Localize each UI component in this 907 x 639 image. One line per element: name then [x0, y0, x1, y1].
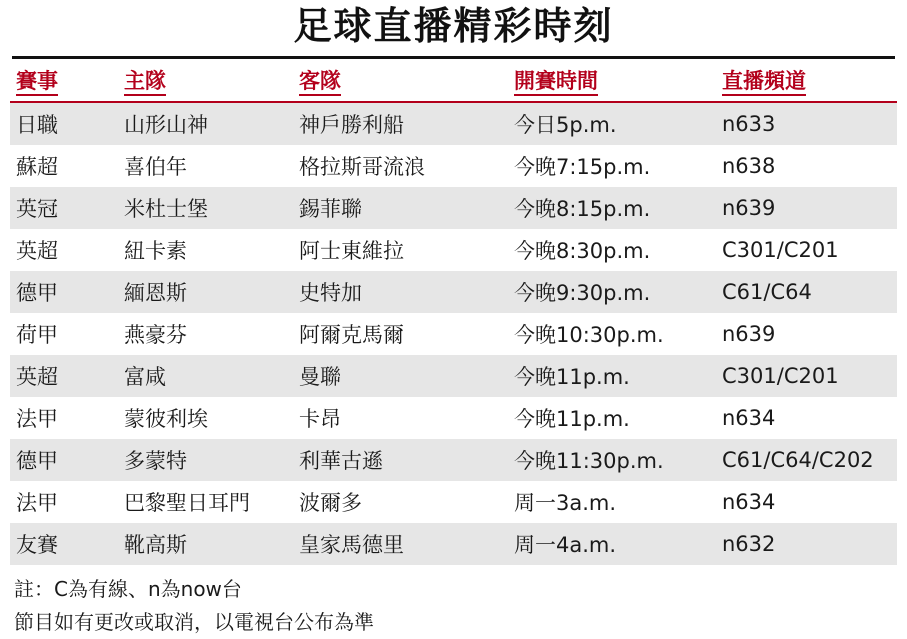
table-row — [10, 145, 897, 187]
table-row — [10, 229, 897, 271]
cell-channel: C61/C64 — [716, 271, 897, 313]
cell-channel: n633 — [716, 102, 897, 145]
cell-kickoff-time: 今晚7:15p.m. — [514, 154, 651, 179]
cell-home-team: 米杜士堡 — [118, 187, 293, 229]
cell-kickoff-time: 今晚8:30p.m. — [514, 238, 651, 263]
cell-channel: n639 — [722, 321, 776, 346]
cell-away-team: 神戶勝利船 — [293, 102, 508, 145]
cell-kickoff-time: 今晚11p.m. — [514, 406, 630, 431]
cell-league: 英冠 — [10, 187, 118, 229]
column-header-league-label: 賽事 — [16, 69, 58, 96]
cell-away-team: 利華古遜 — [293, 439, 508, 481]
footnote-schedule-disclaimer: 節目如有更改或取消，以電視台公布為準 — [14, 609, 374, 634]
column-header-kickoff-time-label: 開賽時間 — [514, 69, 598, 96]
cell-channel: C301/C201 — [716, 355, 897, 397]
cell-home-team: 紐卡素 — [124, 238, 187, 263]
cell-home-team: 燕豪芬 — [124, 322, 187, 347]
cell-kickoff-time: 周一4a.m. — [508, 523, 716, 565]
cell-away-team: 阿士東維拉 — [299, 238, 404, 263]
match-schedule-table — [10, 59, 897, 565]
table-header — [10, 59, 897, 102]
column-header-kickoff-time — [508, 59, 716, 102]
cell-league: 日職 — [10, 102, 118, 145]
cell-home-team: 靴高斯 — [118, 523, 293, 565]
cell-league: 法甲 — [16, 490, 58, 515]
cell-channel: n634 — [722, 489, 776, 514]
cell-kickoff-time: 今晚8:15p.m. — [508, 187, 716, 229]
cell-kickoff-time: 今晚10:30p.m. — [514, 322, 664, 347]
table-body — [10, 102, 897, 565]
column-header-channel — [716, 59, 897, 102]
table-row — [10, 481, 897, 523]
column-header-away-team-label: 客隊 — [299, 69, 341, 96]
cell-away-team: 卡昂 — [299, 406, 341, 431]
page-title: 足球直播精彩時刻 — [293, 4, 614, 48]
table-row — [10, 271, 897, 313]
cell-channel: n632 — [716, 523, 897, 565]
table-row — [10, 523, 897, 565]
cell-away-team: 曼聯 — [293, 355, 508, 397]
column-header-home-team — [118, 59, 293, 102]
cell-away-team: 錫菲聯 — [293, 187, 508, 229]
column-header-away-team — [293, 59, 508, 102]
table-row — [10, 313, 897, 355]
cell-away-team: 史特加 — [293, 271, 508, 313]
cell-league: 荷甲 — [16, 322, 58, 347]
column-header-channel-label: 直播頻道 — [722, 69, 806, 96]
cell-home-team: 富咸 — [118, 355, 293, 397]
cell-league: 德甲 — [10, 271, 118, 313]
table-row — [10, 187, 897, 229]
cell-league: 英超 — [16, 238, 58, 263]
column-header-league — [10, 59, 118, 102]
table-header-row — [10, 59, 897, 102]
cell-kickoff-time: 今晚9:30p.m. — [508, 271, 716, 313]
cell-home-team: 山形山神 — [118, 102, 293, 145]
table-row — [10, 397, 897, 439]
cell-league: 蘇超 — [16, 154, 58, 179]
footnote-channel-legend: 註：C為有線、n為now台 — [14, 576, 242, 601]
cell-away-team: 格拉斯哥流浪 — [299, 154, 425, 179]
cell-kickoff-time: 今晚11p.m. — [508, 355, 716, 397]
cell-channel: C301/C201 — [722, 237, 839, 262]
cell-channel: n639 — [716, 187, 897, 229]
table-row — [10, 439, 897, 481]
cell-kickoff-time: 今日5p.m. — [508, 102, 716, 145]
footnotes — [10, 565, 897, 639]
column-header-home-team-label: 主隊 — [124, 69, 166, 96]
cell-kickoff-time: 周一3a.m. — [514, 490, 617, 515]
cell-home-team: 多蒙特 — [118, 439, 293, 481]
cell-channel: n634 — [722, 405, 776, 430]
cell-home-team: 蒙彼利埃 — [124, 406, 208, 431]
table-row — [10, 355, 897, 397]
cell-channel: n638 — [722, 153, 776, 178]
table-row — [10, 102, 897, 145]
cell-league: 德甲 — [10, 439, 118, 481]
cell-channel: C61/C64/C202 — [716, 439, 897, 481]
cell-league: 英超 — [10, 355, 118, 397]
cell-home-team: 喜伯年 — [124, 154, 187, 179]
cell-league: 友賽 — [10, 523, 118, 565]
cell-away-team: 阿爾克馬爾 — [299, 322, 404, 347]
cell-kickoff-time: 今晚11:30p.m. — [508, 439, 716, 481]
cell-league: 法甲 — [16, 406, 58, 431]
cell-home-team: 緬恩斯 — [118, 271, 293, 313]
cell-away-team: 波爾多 — [299, 490, 362, 515]
cell-away-team: 皇家馬德里 — [293, 523, 508, 565]
cell-home-team: 巴黎聖日耳門 — [124, 490, 250, 515]
